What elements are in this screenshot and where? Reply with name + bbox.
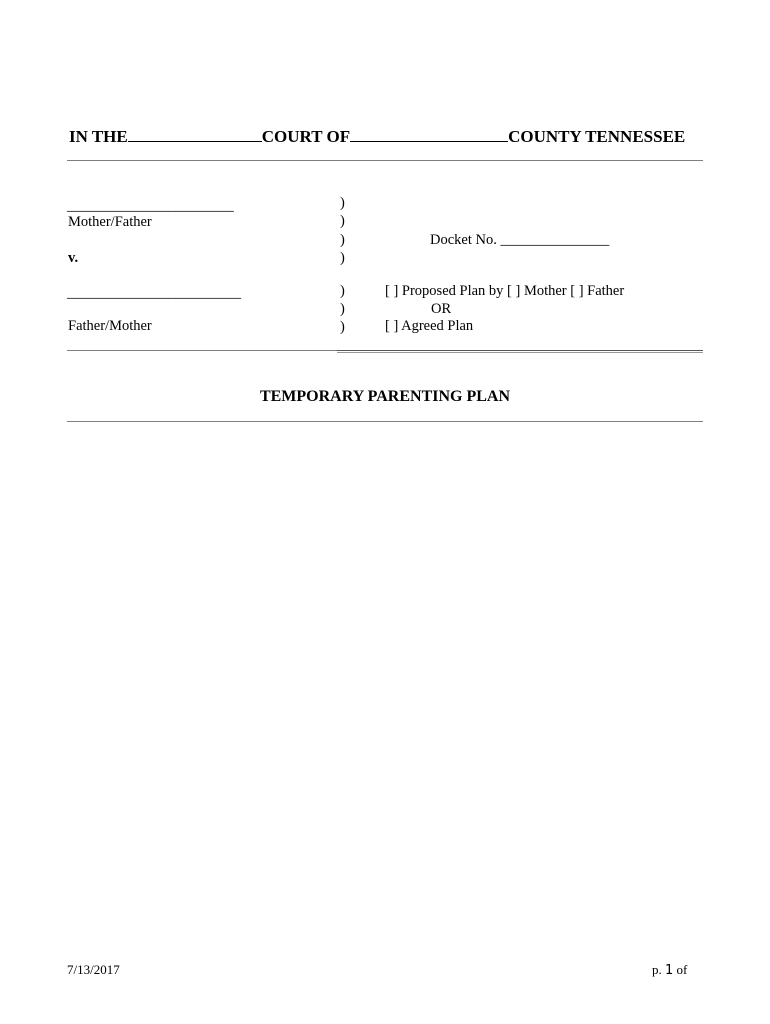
caption-left-divider bbox=[67, 350, 337, 351]
court-heading bbox=[69, 126, 685, 147]
page-suffix: of bbox=[676, 962, 688, 977]
versus-label: v. bbox=[68, 250, 79, 266]
caption-paren: ) bbox=[340, 250, 345, 266]
caption-paren: ) bbox=[340, 283, 345, 299]
page-prefix: p. bbox=[652, 962, 662, 977]
party2-label: Father/Mother bbox=[68, 318, 152, 334]
caption-paren: ) bbox=[340, 213, 345, 229]
caption-right-divider-second bbox=[337, 352, 703, 353]
heading-in-the: IN THE bbox=[69, 127, 128, 146]
caption-paren: ) bbox=[340, 195, 345, 211]
caption-paren: ) bbox=[340, 301, 345, 317]
party2-blank: ________________________ bbox=[67, 285, 241, 301]
document-title: TEMPORARY PARENTING PLAN bbox=[259, 388, 511, 405]
party1-blank: _______________________ bbox=[67, 198, 234, 214]
caption-right-divider bbox=[337, 350, 703, 351]
or-label: OR bbox=[431, 301, 452, 317]
court-name-blank bbox=[128, 126, 262, 142]
header-divider bbox=[67, 160, 703, 161]
page-indicator bbox=[652, 962, 687, 978]
county-name-blank bbox=[350, 126, 508, 142]
page-number: 1 bbox=[665, 963, 674, 978]
heading-court-of: COURT OF bbox=[261, 127, 351, 146]
title-divider bbox=[67, 421, 703, 422]
docket-number: Docket No. _______________ bbox=[430, 232, 610, 248]
agreed-plan-option: [ ] Agreed Plan bbox=[385, 318, 474, 334]
caption-paren: ) bbox=[340, 319, 345, 335]
heading-county-tennessee: COUNTY TENNESSEE bbox=[508, 127, 686, 146]
footer-date: 7/13/2017 bbox=[67, 962, 120, 977]
caption-paren: ) bbox=[340, 232, 345, 248]
party1-label: Mother/Father bbox=[68, 214, 152, 230]
proposed-plan-option: [ ] Proposed Plan by [ ] Mother [ ] Father bbox=[385, 283, 625, 299]
